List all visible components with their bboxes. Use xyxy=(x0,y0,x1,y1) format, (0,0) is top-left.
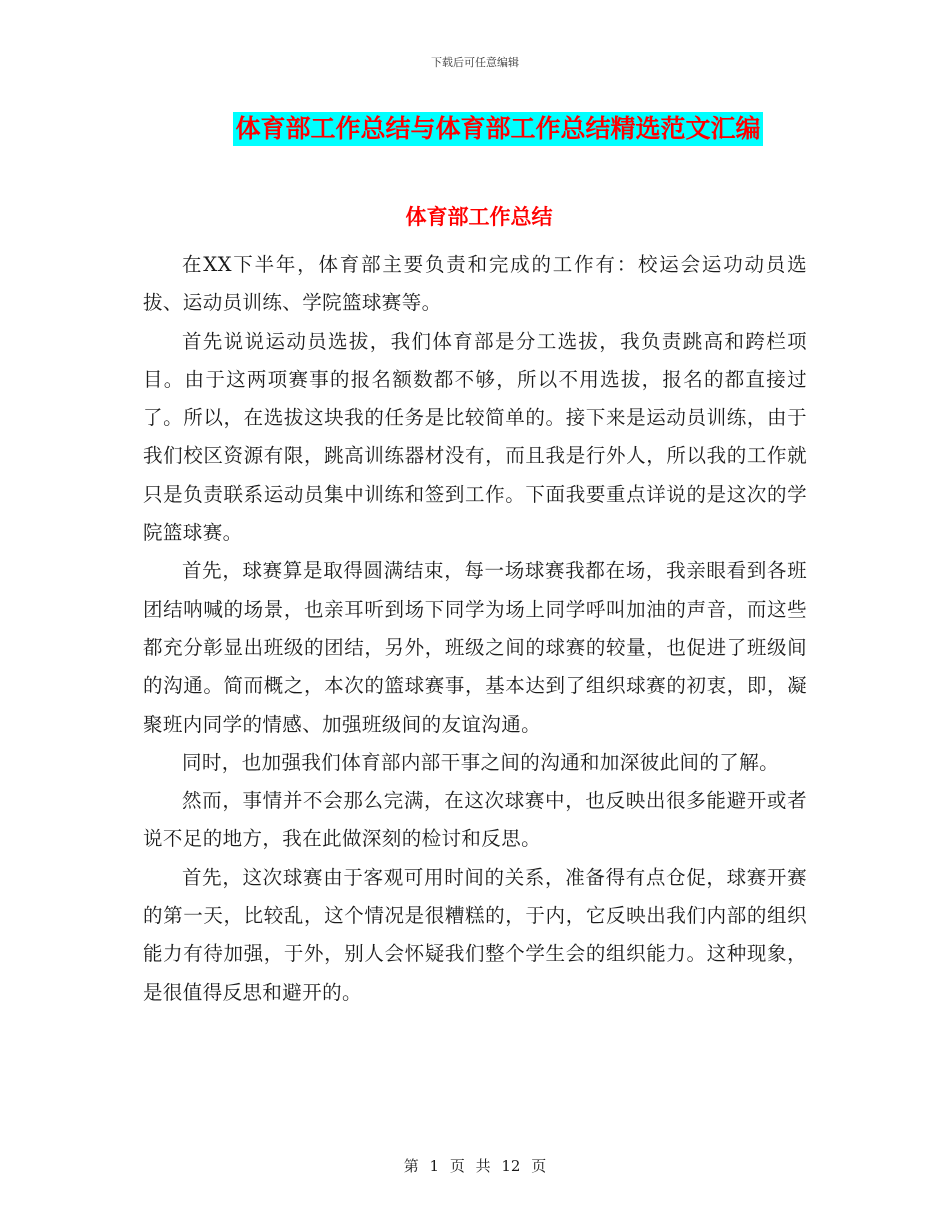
paragraph: 同时，也加强我们体育部内部干事之间的沟通和加深彼此间的了解。 xyxy=(182,750,780,774)
paragraph: 然而，事情并不会那么完满，在这次球赛中，也反映出很多能避开或者说不足的地方，我在此做深刻的检讨和反思。 xyxy=(143,789,807,851)
section-title: 体育部工作总结 xyxy=(405,205,553,229)
paragraph: 首先，球赛算是取得圆满结束，每一场球赛我都在场，我亲眼看到各班团结呐喊的场景，也亲耳听到场下同学为场上同学呼叫加油的声音，而这些都充分彰显出班级的团结，另外，班级之间的球赛的较量，也促进了班级间的沟通。简而概之，本次的篮球赛事，基本达到了组织球赛的初衷，即，凝聚班内同学的情感、加强班级间的友谊沟通。 xyxy=(143,559,807,736)
header-note: 下载后可任意编辑 xyxy=(431,56,519,69)
paragraph: 首先，这次球赛由于客观可用时间的关系，准备得有点仓促，球赛开赛的第一天，比较乱，这个情况是很糟糕的，于内，它反映出我们内部的组织能力有待加强，于外，别人会怀疑我们整个学生会的组织能力。这种现象，是很值得反思和避开的。 xyxy=(143,865,807,1004)
document-body xyxy=(143,246,807,1012)
document-title-container xyxy=(0,112,950,146)
document-title: 体育部工作总结与体育部工作总结精选范文汇编 xyxy=(233,112,762,146)
page-footer: 第 1 页 共 12 页 xyxy=(403,1157,547,1175)
paragraph: 首先说说运动员选拔，我们体育部是分工选拔，我负责跳高和跨栏项目。由于这两项赛事的报名额数都不够，所以不用选拔，报名的都直接过了。所以，在选拔这块我的任务是比较简单的。接下来是运动员训练，由于我们校区资源有限，跳高训练器材没有，而且我是行外人，所以我的工作就只是负责联系运动员集中训练和签到工作。下面我要重点详说的是这次的学院篮球赛。 xyxy=(143,329,807,545)
paragraph: 在XX下半年，体育部主要负责和完成的工作有：校运会运功动员选拔、运动员训练、学院篮球赛等。 xyxy=(143,253,807,315)
